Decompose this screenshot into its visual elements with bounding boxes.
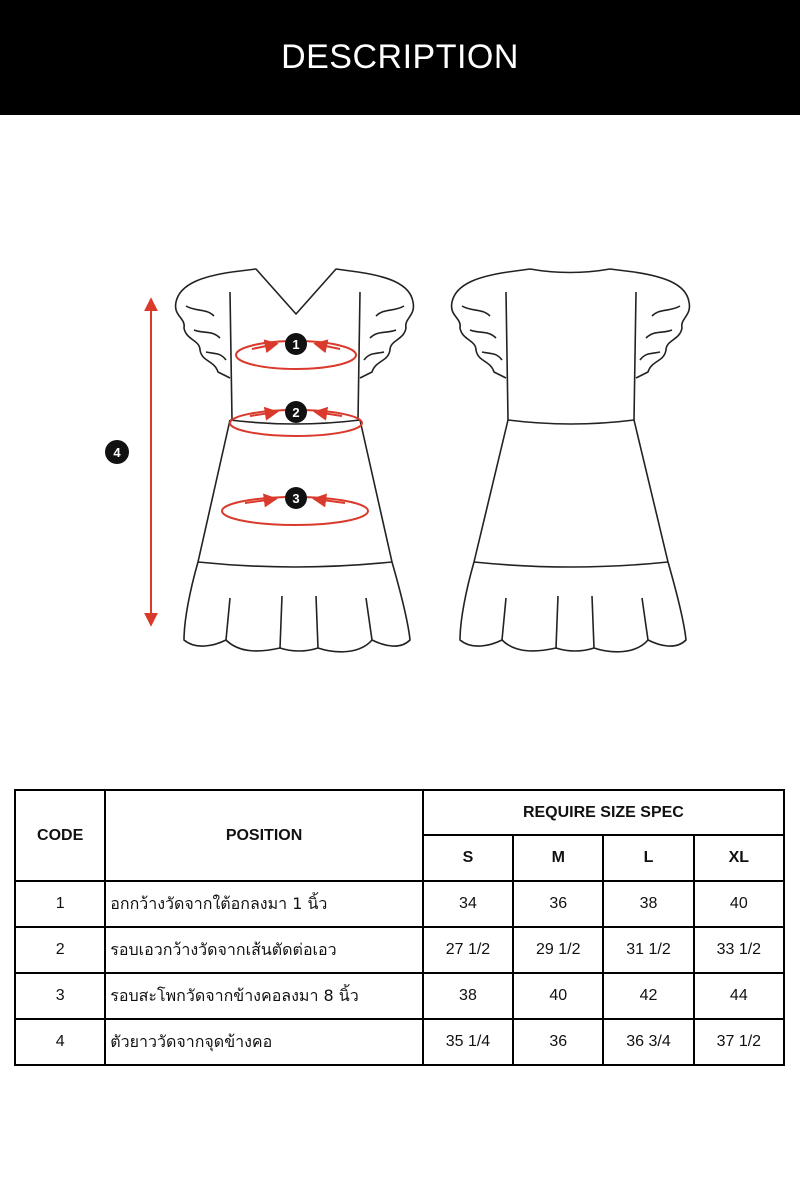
measurement-hip	[222, 487, 368, 525]
row-code: 1	[15, 881, 105, 927]
value-s: 34	[423, 881, 513, 927]
value-m: 36	[513, 881, 603, 927]
row-code: 3	[15, 973, 105, 1019]
header-size-m: M	[513, 835, 603, 881]
row-position: อกกว้างวัดจากใต้อกลงมา 1 นิ้ว	[105, 881, 423, 927]
row-position: ตัวยาววัดจากจุดข้างคอ	[105, 1019, 423, 1065]
measurement-waist	[230, 401, 362, 436]
header-size-xl: XL	[694, 835, 784, 881]
row-position: รอบเอวกว้างวัดจากเส้นตัดต่อเอว	[105, 927, 423, 973]
dress-back	[452, 269, 690, 652]
header-position: POSITION	[105, 790, 423, 881]
value-l: 42	[603, 973, 693, 1019]
value-l: 38	[603, 881, 693, 927]
value-xl: 37 1/2	[694, 1019, 784, 1065]
header-code: CODE	[15, 790, 105, 881]
value-m: 29 1/2	[513, 927, 603, 973]
value-xl: 40	[694, 881, 784, 927]
marker-1-label: 1	[292, 337, 300, 352]
value-s: 27 1/2	[423, 927, 513, 973]
value-m: 40	[513, 973, 603, 1019]
dress-front	[176, 269, 414, 652]
value-xl: 44	[694, 973, 784, 1019]
marker-3-label: 3	[292, 491, 300, 506]
size-spec-table	[14, 789, 785, 1066]
page-title: DESCRIPTION	[281, 38, 519, 76]
value-s: 38	[423, 973, 513, 1019]
value-l: 36 3/4	[603, 1019, 693, 1065]
marker-4-label: 4	[113, 445, 121, 460]
table-row	[15, 973, 784, 1019]
value-l: 31 1/2	[603, 927, 693, 973]
row-position: รอบสะโพกวัดจากข้างคอลงมา 8 นิ้ว	[105, 973, 423, 1019]
header-size-s: S	[423, 835, 513, 881]
row-code: 4	[15, 1019, 105, 1065]
table-row	[15, 927, 784, 973]
measurement-bust	[236, 333, 356, 369]
value-m: 36	[513, 1019, 603, 1065]
header-size-l: L	[603, 835, 693, 881]
value-xl: 33 1/2	[694, 927, 784, 973]
header-require-size-spec: REQUIRE SIZE SPEC	[423, 790, 784, 835]
table-row	[15, 1019, 784, 1065]
table-row	[15, 881, 784, 927]
description-banner	[0, 0, 800, 115]
row-code: 2	[15, 927, 105, 973]
dress-measurement-diagram	[0, 115, 800, 755]
value-s: 35 1/4	[423, 1019, 513, 1065]
measurement-length	[105, 300, 151, 624]
marker-2-label: 2	[292, 405, 300, 420]
